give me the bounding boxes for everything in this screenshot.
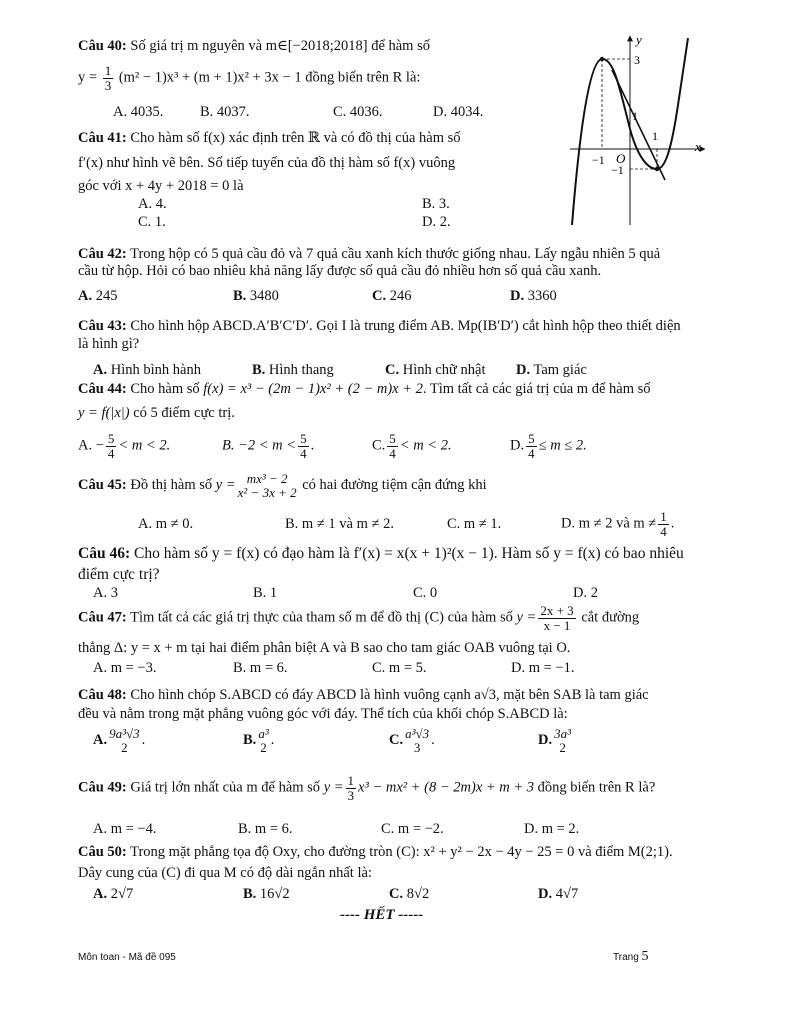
q44-option-c[interactable]: C. $\frac{5}{4}$ < m < 2. xyxy=(372,431,452,461)
q48-line2: đều và nằm trong mặt phẳng vuông góc với đáy. Thể tích của khối chóp S.ABCD là: xyxy=(78,706,568,722)
q44-option-b[interactable]: B. −2 < m < $\frac{5}{4}$ . xyxy=(222,431,315,461)
q50-option-d[interactable]: D. 4√7 xyxy=(538,886,579,902)
q45-option-d[interactable]: D. m ≠ 2 và m ≠ $\frac{1}{4}$ . xyxy=(561,509,675,539)
q45-option-a[interactable]: A. m ≠ 0. xyxy=(138,516,194,532)
label-origin: O xyxy=(616,151,626,166)
q43-line2: là hình gì? xyxy=(78,336,140,352)
q50-option-a[interactable]: A. 2√7 xyxy=(93,886,134,902)
q40-fx-prefix: y = xyxy=(78,69,98,86)
q49-label: Câu 49: xyxy=(78,779,127,796)
q43-label: Câu 43: xyxy=(78,318,127,334)
q42-option-d[interactable]: D. 3360 xyxy=(510,288,557,304)
q49-fraction: $\frac{1}{3}$ xyxy=(347,773,355,803)
q41-line2: f′(x) như hình vẽ bên. Số tiếp tuyến của đồ thị hàm số f(x) vuông xyxy=(78,155,456,171)
q46-line2: điểm cực trị? xyxy=(78,566,160,583)
q47-option-b[interactable]: B. m = 6. xyxy=(233,660,288,676)
q40-option-c[interactable]: C. 4036. xyxy=(333,104,383,120)
q43-option-c[interactable]: C. Hình chữ nhật xyxy=(385,362,486,378)
q41-option-c[interactable]: C. 1. xyxy=(138,214,166,230)
q41-label: Câu 41: xyxy=(78,130,127,146)
q47-option-d[interactable]: D. m = −1. xyxy=(511,660,575,676)
q46-option-d[interactable]: D. 2 xyxy=(573,585,598,601)
q42-line1 xyxy=(78,246,660,263)
tick-neg1-y: −1 xyxy=(611,163,624,177)
footer-left: Môn toan - Mã đề 095 xyxy=(78,952,176,963)
q47-option-a[interactable]: A. m = −3. xyxy=(93,660,157,676)
q41-line1-text: Cho hàm số f(x) xác định trên ℝ và có đồ thị của hàm số xyxy=(130,130,461,146)
q40-option-d[interactable]: D. 4034. xyxy=(433,104,484,120)
q40-fraction: $\frac{1}{3}$ xyxy=(104,63,112,93)
q45-fraction: mx³ − 2 x² − 3x + 2 xyxy=(237,471,297,500)
q49-option-d[interactable]: D. m = 2. xyxy=(524,821,580,837)
q44-label: Câu 44: xyxy=(78,381,127,397)
q43-line1 xyxy=(78,318,681,335)
q40-line1 xyxy=(78,38,430,55)
q49-option-b[interactable]: B. m = 6. xyxy=(238,821,293,837)
tick-1-x: 1 xyxy=(652,129,658,143)
q41-option-b[interactable]: B. 3. xyxy=(422,196,450,212)
q40-option-a[interactable]: A. 4035. xyxy=(113,104,164,120)
q40-stem2: đồng biến trên R là: xyxy=(305,69,421,86)
q50-option-c[interactable]: C. 8√2 xyxy=(389,886,430,902)
q50-label: Câu 50: xyxy=(78,844,127,860)
q50-line1: Câu 50: Trong mặt phẳng tọa độ Oxy, cho đường tròn (C): x² + y² − 2x − 4y − 25 = 0 và điểm M(2;1). xyxy=(78,844,673,860)
q49-option-c[interactable]: C. m = −2. xyxy=(381,821,444,837)
q46-option-b[interactable]: B. 1 xyxy=(253,585,278,601)
q41-option-a[interactable]: A. 4. xyxy=(138,196,167,212)
q50-line2: Dây cung của (C) đi qua M có độ dài ngắn nhất là: xyxy=(78,865,372,881)
tick-1-y: 1 xyxy=(632,109,638,123)
q40-option-b[interactable]: B. 4037. xyxy=(200,104,250,120)
end-marker: ---- HẾT ----- xyxy=(340,907,424,923)
q50-option-b[interactable]: B. 16√2 xyxy=(243,886,290,902)
q48-line1: Câu 48: Cho hình chóp S.ABCD có đáy ABCD là hình vuông cạnh a√3, mặt bên SAB là tam giác xyxy=(78,687,649,703)
q42-option-a[interactable]: A. 245 xyxy=(78,288,118,304)
q41-line3: góc với x + 4y + 2018 = 0 là xyxy=(78,178,244,194)
q41-line1 xyxy=(78,130,461,147)
q46-label: Câu 46: xyxy=(78,545,131,562)
q45-option-b[interactable]: B. m ≠ 1 và m ≠ 2. xyxy=(285,516,394,532)
q48-option-d[interactable]: D. 3a³ 2 xyxy=(538,726,572,755)
q48-label: Câu 48: xyxy=(78,687,127,703)
footer-right: Trang 5 xyxy=(613,949,649,964)
q43-option-d[interactable]: D. Tam giác xyxy=(516,362,587,378)
point-max xyxy=(600,57,604,61)
q49-line1: Câu 49: Giá trị lớn nhất của m để hàm số y = $\frac{1}{3}$ x³ − mx² + (8 − 2m)x + m + 3 đồng biến trên R là? xyxy=(78,773,656,803)
q42-label: Câu 42: xyxy=(78,246,127,262)
q45-label: Câu 45: xyxy=(78,476,127,493)
q42-line1-text: Trong hộp có 5 quả cầu đỏ và 7 quả cầu xanh kích thước giống nhau. Lấy ngẫu nhiên 5 quả xyxy=(130,246,661,262)
q42-option-c[interactable]: C. 246 xyxy=(372,288,412,304)
tick-neg1-x: −1 xyxy=(592,153,605,167)
q40-stem1: Số giá trị m nguyên và m∈[−2018;2018] để hàm số xyxy=(130,38,430,54)
q47-fraction: $\frac{2x + 3}{x - 1}$ xyxy=(540,603,574,633)
label-y: y xyxy=(636,32,642,47)
q44-function: f(x) = x³ − (2m − 1)x² + (2 − m)x + 2 xyxy=(203,381,423,397)
q41-option-d[interactable]: D. 2. xyxy=(422,214,451,230)
q48-option-a[interactable]: A. 9a³√3 2 . xyxy=(93,726,146,755)
q43-option-a[interactable]: A. Hình bình hành xyxy=(93,362,201,378)
q47-line1: Câu 47: Tìm tất cả các giá trị thực của tham số m để đồ thị (C) của hàm số y = $\frac{2x + 3}{x - 1}$ cắt đường xyxy=(78,603,640,633)
q47-option-c[interactable]: C. m = 5. xyxy=(372,660,427,676)
q48-option-b[interactable]: B. a³ 2 . xyxy=(243,726,275,755)
q45-line1: Câu 45: Đồ thị hàm số y = mx³ − 2 x² − 3x + 2 có hai đường tiệm cận đứng khi xyxy=(78,471,487,500)
q44-line2: y = f(|x|) có 5 điểm cực trị. xyxy=(78,405,235,421)
label-x: x xyxy=(695,139,701,154)
q45-option-c[interactable]: C. m ≠ 1. xyxy=(447,516,502,532)
q48-option-c[interactable]: C. a³√3 3 . xyxy=(389,726,435,755)
q40-fx-rest: (m² − 1)x³ + (m + 1)x² + 3x − 1 xyxy=(118,69,302,86)
q43-option-b[interactable]: B. Hình thang xyxy=(252,362,334,378)
q44-line1: Câu 44: Cho hàm số f(x) = x³ − (2m − 1)x² + (2 − m)x + 2. Tìm tất cả các giá trị của m để hàm số xyxy=(78,381,651,397)
q43-line1-text: Cho hình hộp ABCD.A′B′C′D′. Gọi I là trung điểm AB. Mp(IB′D′) cắt hình hộp theo thiết diện xyxy=(130,318,681,334)
tick-3: 3 xyxy=(634,53,640,67)
q40-label: Câu 40: xyxy=(78,38,127,54)
q46-option-a[interactable]: A. 3 xyxy=(93,585,118,601)
q42-option-b[interactable]: B. 3480 xyxy=(233,288,279,304)
q44-option-a[interactable]: A. − $\frac{5}{4}$ < m < 2. xyxy=(78,431,171,461)
q46-option-c[interactable]: C. 0 xyxy=(413,585,438,601)
q47-label: Câu 47: xyxy=(78,609,127,626)
derivative-graph xyxy=(550,30,750,230)
q40-line2 xyxy=(78,64,420,92)
q47-line2: thẳng Δ: y = x + m tại hai điểm phân biệt A và B sao cho tam giác OAB vuông tại O. xyxy=(78,640,571,656)
q44-option-d[interactable]: D. $\frac{5}{4}$ ≤ m ≤ 2. xyxy=(510,431,587,461)
q46-line1: Câu 46: Cho hàm số y = f(x) có đạo hàm là f′(x) = x(x + 1)²(x − 1). Hàm số y = f(x) có bao nhiêu xyxy=(78,545,684,562)
q49-option-a[interactable]: A. m = −4. xyxy=(93,821,157,837)
point-min xyxy=(655,167,659,171)
q42-line2: cầu từ hộp. Hỏi có bao nhiêu khả năng lấy được số quả cầu đỏ nhiều hơn số quả cầu xanh. xyxy=(78,263,602,279)
